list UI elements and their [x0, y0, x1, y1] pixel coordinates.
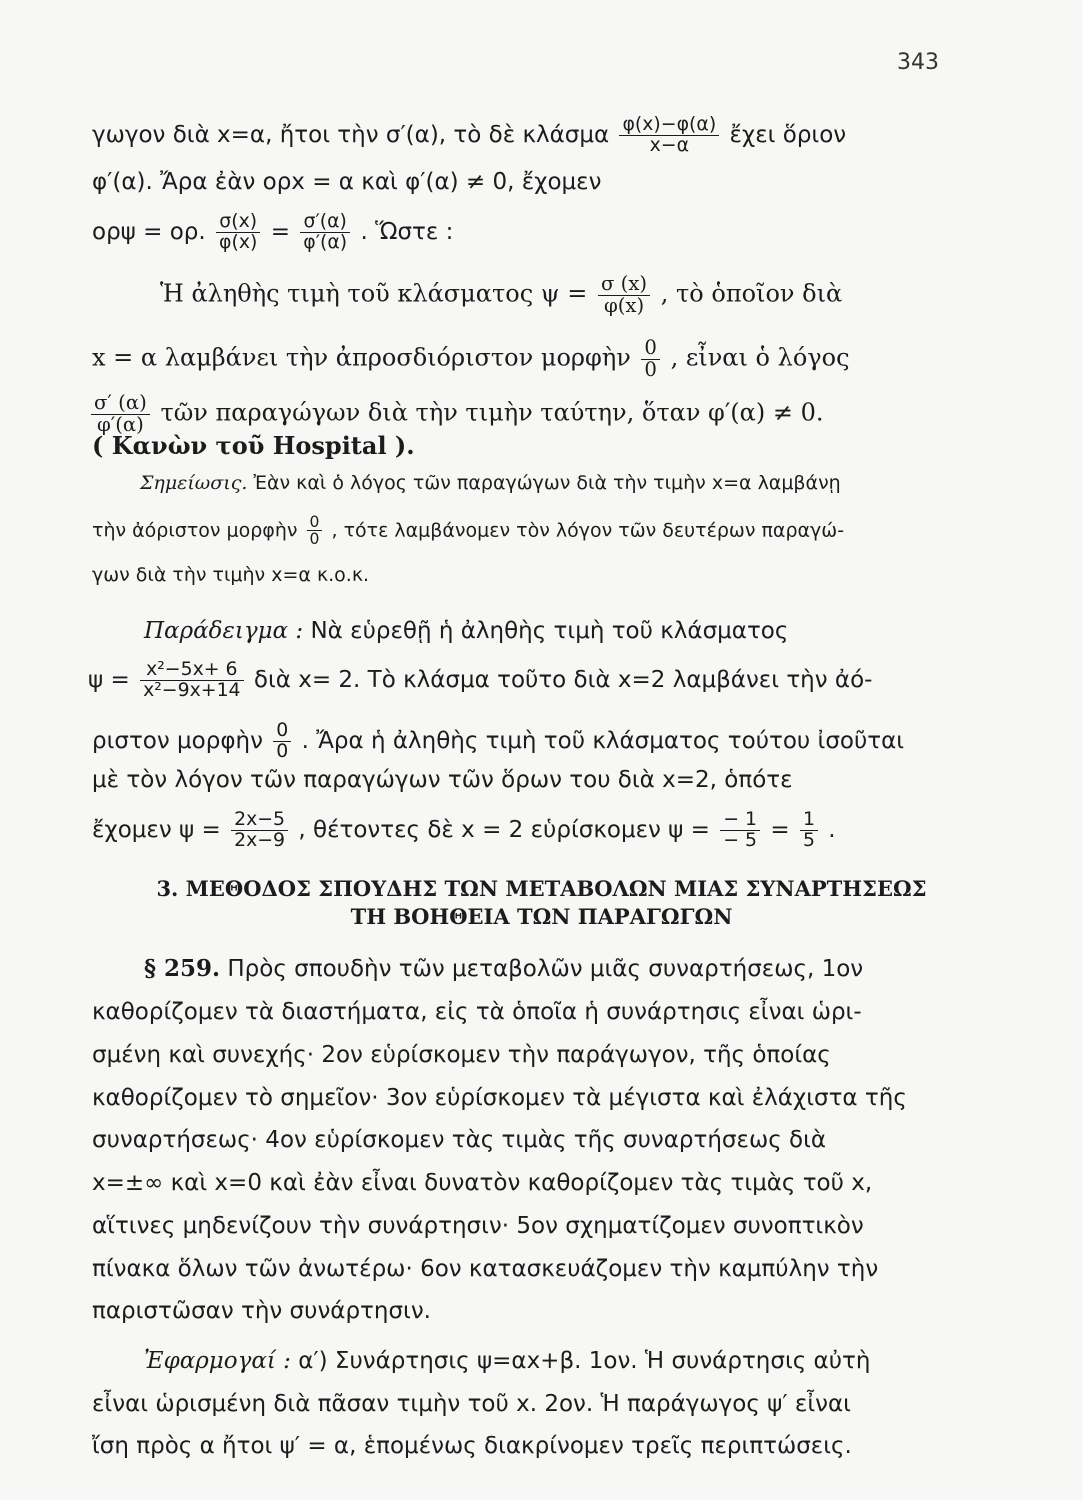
text-line — [160, 274, 842, 316]
text-span: ορψ = ορ. — [92, 218, 206, 245]
text-line: φ′(α). Ἄρα ἐὰν ορx = α καὶ φ′(α) ≠ 0, ἔχομεν — [92, 169, 602, 195]
page-number: 343 — [897, 50, 939, 75]
text-line: καθορίζομεν τὸ σημεῖον· 3ον εὑρίσκομεν τὰ μέγιστα καὶ ἐλάχιστα τῆς — [92, 1085, 907, 1111]
fraction — [91, 393, 150, 435]
section-subheading: ΤΗ ΒΟΗΘΕΙΑ ΤΩΝ ΠΑΡΑΓΩΓΩΝ — [350, 904, 733, 929]
denominator: x−α — [649, 133, 690, 156]
example-label: Παράδειγμα : — [144, 618, 304, 644]
numerator: − 1 — [720, 810, 760, 831]
text-line: γων διὰ τὴν τιμὴν x=α κ.ο.κ. — [92, 564, 370, 586]
denominator: x²−9x+14 — [143, 678, 241, 701]
text-span: = — [770, 816, 790, 843]
fraction — [307, 514, 323, 548]
text-span: Ἡ ἀληθὴς τιμὴ τοῦ κλάσματος ψ = — [160, 279, 588, 308]
fraction — [216, 212, 260, 253]
text-line: x=±∞ καὶ x=0 καὶ ἐὰν εἶναι δυνατὸν καθορίζομεν τὰς τιμὰς τοῦ x, — [92, 1170, 873, 1196]
fraction — [231, 810, 288, 851]
denominator: φ(x) — [219, 230, 258, 253]
text-line — [88, 660, 872, 701]
text-line — [92, 115, 846, 156]
text-line: αἵτινες μηδενίζουν τὴν συνάρτησιν· 5ον σχηματίζομεν συνοπτικὸν — [92, 1213, 864, 1239]
note-label: Σημείωσις. — [140, 472, 248, 494]
text-span: ἔχει ὅριον — [729, 121, 847, 148]
text-span: τὴν ἀόριστον μορφὴν — [92, 519, 298, 542]
fraction — [598, 274, 650, 316]
text-line: πίνακα ὅλων τῶν ἀνωτέρω· 6ον κατασκευάζομεν τὴν καμπύλην τὴν — [92, 1256, 879, 1282]
text-line — [92, 721, 904, 762]
text-span: x = α λαμβάνει τὴν ἀπροσδιόριστον μορφὴν — [92, 343, 631, 372]
numerator: φ(x)−φ(α) — [619, 115, 719, 136]
text-span: τῶν παραγώγων διὰ τὴν τιμὴν ταύτην, ὅταν φ′(α) ≠ 0. — [160, 398, 824, 427]
text-span: , θέτοντες δὲ x = 2 εὑρίσκομεν ψ = — [298, 816, 710, 843]
text-line: μὲ τὸν λόγον τῶν παραγώγων τῶν ὅρων του διὰ x=2, ὁπότε — [92, 767, 793, 793]
text-span: α′) Συνάρτησις ψ=αx+β. 1ον. Ἡ συνάρτησις αὐτὴ — [298, 1348, 871, 1374]
text-line: εἶναι ὡρισμένη διὰ πᾶσαν τιμὴν τοῦ x. 2ον. Ἡ παράγωγος ψ′ εἶναι — [92, 1391, 851, 1417]
text-span: ἔχομεν ψ = — [92, 816, 221, 843]
fraction — [300, 212, 350, 253]
numerator: 2x−5 — [231, 810, 288, 831]
fraction — [720, 810, 760, 851]
text-line: καθορίζομεν τὰ διαστήματα, εἰς τὰ ὁποῖα ἡ συνάρτησις εἶναι ὡρι- — [92, 999, 862, 1025]
fraction — [140, 660, 243, 701]
fraction — [641, 338, 660, 380]
text-span: Πρὸς σπουδὴν τῶν μεταβολῶν μιᾶς συναρτήσεως, 1ον — [227, 956, 864, 982]
text-span: ριστον μορφὴν — [92, 727, 263, 754]
denominator: 5 — [802, 828, 815, 851]
numerator: 1 — [800, 810, 818, 831]
denominator: 0 — [309, 530, 320, 549]
text-line — [92, 514, 844, 548]
fraction — [273, 721, 291, 762]
denominator: 0 — [644, 357, 657, 381]
text-line — [92, 212, 453, 253]
denominator: − 5 — [723, 828, 758, 851]
numerator: σ(x) — [216, 212, 260, 233]
numerator: 0 — [273, 721, 291, 742]
text-line — [140, 469, 841, 497]
text-line — [92, 338, 850, 380]
denominator: 2x−9 — [234, 828, 286, 851]
denominator: φ(x) — [603, 293, 645, 317]
numerator: σ (x) — [598, 274, 650, 296]
text-line — [92, 810, 836, 851]
text-line — [144, 1347, 870, 1375]
text-span: Ἐὰν καὶ ὁ λόγος τῶν παραγώγων διὰ τὴν τιμὴν x=α λαμβάνῃ — [253, 472, 841, 494]
numerator: σ′ (α) — [91, 393, 150, 415]
text-line: σμένη καὶ συνεχής· 2ον εὑρίσκομεν τὴν παράγωγον, τῆς ὁποίας — [92, 1042, 831, 1068]
applications-label: Ἐφαρμογαί : — [144, 1348, 291, 1374]
section-heading: 3. ΜΕΘΟΔΟΣ ΣΠΟΥΔΗΣ ΤΩΝ ΜΕΤΑΒΟΛΩΝ ΜΙΑΣ ΣΥΝΑΡΤΗΣΕΩΣ — [156, 876, 927, 901]
numerator: 0 — [641, 338, 660, 360]
text-line — [144, 617, 788, 645]
denominator: φ′(α) — [303, 230, 348, 253]
fraction — [619, 115, 719, 156]
text-span: = — [270, 218, 290, 245]
text-line: ἴση πρὸς α ἤτοι ψ′ = α, ἑπομένως διακρίνομεν τρεῖς περιπτώσεις. — [92, 1433, 852, 1459]
text-span: Νὰ εὑρεθῇ ἡ ἀληθὴς τιμὴ τοῦ κλάσματος — [310, 618, 789, 644]
text-line: παριστῶσαν τὴν συνάρτησιν. — [92, 1298, 431, 1324]
text-span: , τὸ ὁποῖον διὰ — [660, 279, 843, 308]
text-span: . Ὥστε : — [360, 218, 454, 245]
text-line — [144, 955, 863, 983]
text-span: . — [828, 816, 836, 843]
numerator: σ′(α) — [300, 212, 350, 233]
text-span: ψ = — [88, 666, 130, 693]
text-span: γωγον διὰ x=α, ἤτοι τὴν σ′(α), τὸ δὲ κλάσμα — [92, 121, 610, 148]
denominator: 0 — [276, 739, 289, 762]
text-span: . Ἄρα ἡ ἀληθὴς τιμὴ τοῦ κλάσματος τούτου ἰσοῦται — [301, 727, 905, 754]
section-number: § 259. — [144, 955, 221, 982]
text-line: συναρτήσεως· 4ον εὑρίσκομεν τὰς τιμὰς τῆς συναρτήσεως διὰ — [92, 1127, 827, 1153]
numerator: x²−5x+ 6 — [140, 660, 243, 681]
numerator: 0 — [307, 514, 323, 531]
text-line: ( Κανὼν τοῦ Hospital ). — [92, 431, 415, 460]
text-span: διὰ x= 2. Τὸ κλάσμα τοῦτο διὰ x=2 λαμβάνει τὴν ἀό- — [253, 666, 873, 693]
text-line — [88, 393, 823, 435]
fraction — [800, 810, 818, 851]
text-span: , εἶναι ὁ λόγος — [670, 343, 850, 372]
denominator: φ′(α) — [96, 412, 144, 436]
text-span: , τότε λαμβάνομεν τὸν λόγον τῶν δευτέρων παραγώ- — [331, 519, 845, 542]
